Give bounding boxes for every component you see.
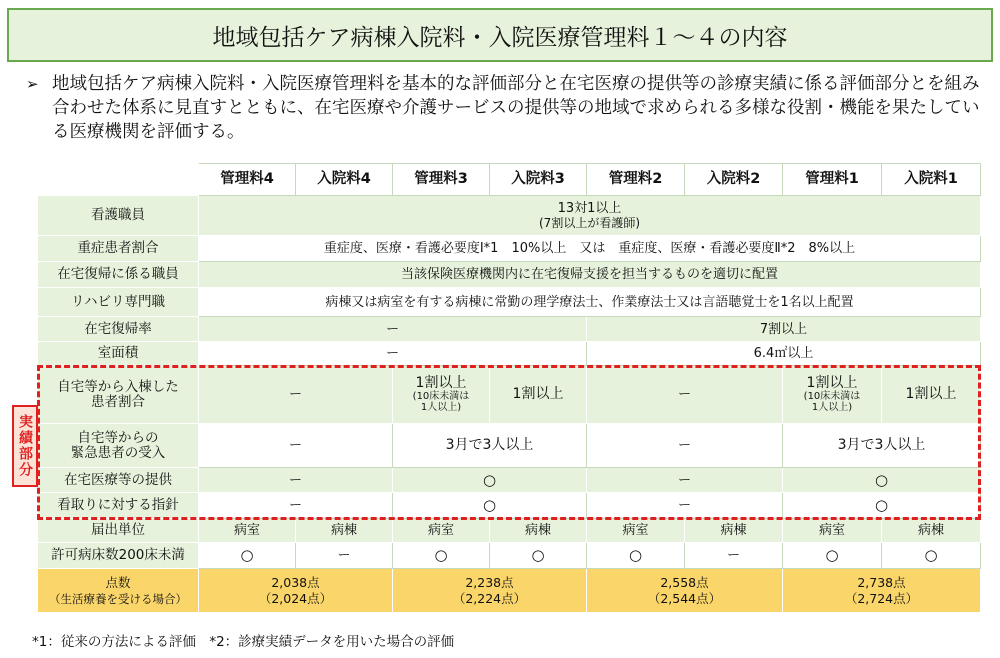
row-end-of-life (38, 493, 981, 519)
points-main: 2,238点 (465, 574, 514, 590)
unit-cell: 病棟 (882, 519, 981, 543)
severity-value: 重症度、医療・看護必要度Ⅰ*1 10%以上 又は 重症度、医療・看護必要度Ⅱ*2 8%以上 (199, 236, 981, 262)
home-care-dash-right: ー (587, 468, 783, 493)
nursing-line1: 13対1以上 (557, 201, 622, 216)
unit-cell: 病室 (199, 519, 296, 543)
points-sub: （2,024点） (258, 590, 333, 606)
unit-cell: 病室 (587, 519, 685, 543)
home-staff-value: 当該保険医療機関内に在宅復帰支援を担当するものを適切に配置 (199, 262, 981, 288)
col-header: 管理料4 (199, 164, 296, 196)
row-room-area (38, 342, 981, 366)
points-sub: （2,544点） (647, 590, 722, 606)
points-main: 2,038点 (271, 574, 320, 590)
admit-mgmt3-note2: 1人以上) (420, 402, 462, 413)
emergency-label-line1: 自宅等からの (77, 429, 159, 446)
admit-mgmt1-note1: (10床未満は (803, 391, 861, 402)
beds-cell: ー (296, 543, 393, 569)
beds-cell: ○ (587, 543, 685, 569)
beds-cell: ○ (882, 543, 981, 569)
emergency-value-1: 3月で3人以上 (783, 424, 981, 468)
admit-mgmt3-main: 1割以上 (415, 375, 467, 391)
row-beds200 (38, 543, 981, 569)
return-rate-left: ー (199, 317, 587, 342)
eol-circle-3: ○ (393, 493, 587, 519)
beds-cell: ○ (490, 543, 587, 569)
footnote: *1：従来の方法による評価 *2：診療実績データを用いた場合の評価 (32, 634, 455, 650)
emergency-dash-right: ー (587, 424, 783, 468)
admit-dash-left: ー (199, 366, 393, 424)
row-home-staff (38, 262, 981, 288)
row-admit-ratio (38, 366, 981, 424)
row-points (38, 569, 981, 613)
home-care-circle-1: ○ (783, 468, 981, 493)
room-area-right: 6.4㎡以上 (587, 342, 981, 366)
requirements-table (37, 163, 981, 613)
performance-side-tag: 実績部分 (12, 405, 38, 487)
row-label: 看護職員 (38, 196, 199, 236)
points-cell-2 (587, 569, 783, 613)
points-sub: （2,224点） (452, 590, 527, 606)
points-main: 2,558点 (660, 574, 709, 590)
row-label: 看取りに対する指針 (38, 493, 199, 519)
room-area-left: ー (199, 342, 587, 366)
row-label: 重症患者割合 (38, 236, 199, 262)
unit-cell: 病棟 (490, 519, 587, 543)
nursing-value (199, 196, 981, 236)
unit-cell: 病棟 (685, 519, 783, 543)
admit-dash-right: ー (587, 366, 783, 424)
row-emergency (38, 424, 981, 468)
col-header: 入院料3 (490, 164, 587, 196)
points-cell-3 (393, 569, 587, 613)
nursing-line2: (7割以上が看護師) (539, 216, 640, 230)
admit-ward1: 1割以上 (882, 366, 981, 424)
points-cell-4 (199, 569, 393, 613)
points-cell-1 (783, 569, 981, 613)
row-label: 室面積 (38, 342, 199, 366)
emergency-label-line2: 緊急患者の受入 (70, 444, 166, 461)
admit-mgmt3-note1: (10床未満は (412, 391, 470, 402)
row-nursing (38, 196, 981, 236)
col-header: 入院料2 (685, 164, 783, 196)
eol-dash-left: ー (199, 493, 393, 519)
intro-paragraph (26, 72, 980, 144)
row-return-rate (38, 317, 981, 342)
eol-circle-1: ○ (783, 493, 981, 519)
return-rate-right: 7割以上 (587, 317, 981, 342)
home-care-dash-left: ー (199, 468, 393, 493)
arrow-bullet-icon: ➢ (26, 75, 39, 93)
row-label (38, 366, 199, 424)
points-label-line2: （生活療養を受ける場合） (49, 591, 187, 606)
row-label: 許可病床数200床未満 (38, 543, 199, 569)
col-header: 管理料1 (783, 164, 882, 196)
admit-mgmt1 (783, 366, 882, 424)
rehab-value: 病棟又は病室を有する病棟に常勤の理学療法士、作業療法士又は言語聴覚士を1名以上配置 (199, 288, 981, 317)
emergency-value-3: 3月で3人以上 (393, 424, 587, 468)
row-label: 届出単位 (38, 519, 199, 543)
emergency-dash-left: ー (199, 424, 393, 468)
page-title-box (7, 8, 993, 62)
col-header: 入院料1 (882, 164, 981, 196)
row-severity (38, 236, 981, 262)
row-label: 在宅復帰率 (38, 317, 199, 342)
row-label: リハビリ専門職 (38, 288, 199, 317)
row-label: 在宅復帰に係る職員 (38, 262, 199, 288)
page-title: 地域包括ケア病棟入院料・入院医療管理料１～４の内容 (212, 24, 788, 51)
unit-cell: 病棟 (296, 519, 393, 543)
unit-cell: 病室 (783, 519, 882, 543)
col-header: 入院料4 (296, 164, 393, 196)
row-unit (38, 519, 981, 543)
row-rehab (38, 288, 981, 317)
admit-label-line2: 患者割合 (91, 393, 145, 410)
admit-mgmt3 (393, 366, 490, 424)
beds-cell: ○ (783, 543, 882, 569)
row-home-care (38, 468, 981, 493)
unit-cell: 病室 (393, 519, 490, 543)
eol-dash-right: ー (587, 493, 783, 519)
row-label (38, 424, 199, 468)
beds-cell: ー (685, 543, 783, 569)
col-header: 管理料2 (587, 164, 685, 196)
beds-cell: ○ (393, 543, 490, 569)
row-label: 在宅医療等の提供 (38, 468, 199, 493)
points-label (38, 569, 199, 613)
intro-text: 地域包括ケア病棟入院料・入院医療管理料を基本的な評価部分と在宅医療の提供等の診療実績に係る評価部分とを組み合わせた体系に見直すとともに、在宅医療や介護サービスの提供等の地域で求められる多様な役割・機能を果たしている医療機関を評価する。 (52, 74, 980, 142)
admit-mgmt1-main: 1割以上 (806, 375, 858, 391)
points-main: 2,738点 (857, 574, 906, 590)
corner-cell (38, 164, 199, 196)
admit-label-line1: 自宅等から入棟した (57, 378, 179, 395)
header-row (38, 164, 981, 196)
points-label-line1: 点数 (105, 574, 131, 590)
home-care-circle-3: ○ (393, 468, 587, 493)
points-sub: （2,724点） (844, 590, 919, 606)
col-header: 管理料3 (393, 164, 490, 196)
admit-ward3: 1割以上 (490, 366, 587, 424)
beds-cell: ○ (199, 543, 296, 569)
admit-mgmt1-note2: 1人以上) (811, 402, 853, 413)
